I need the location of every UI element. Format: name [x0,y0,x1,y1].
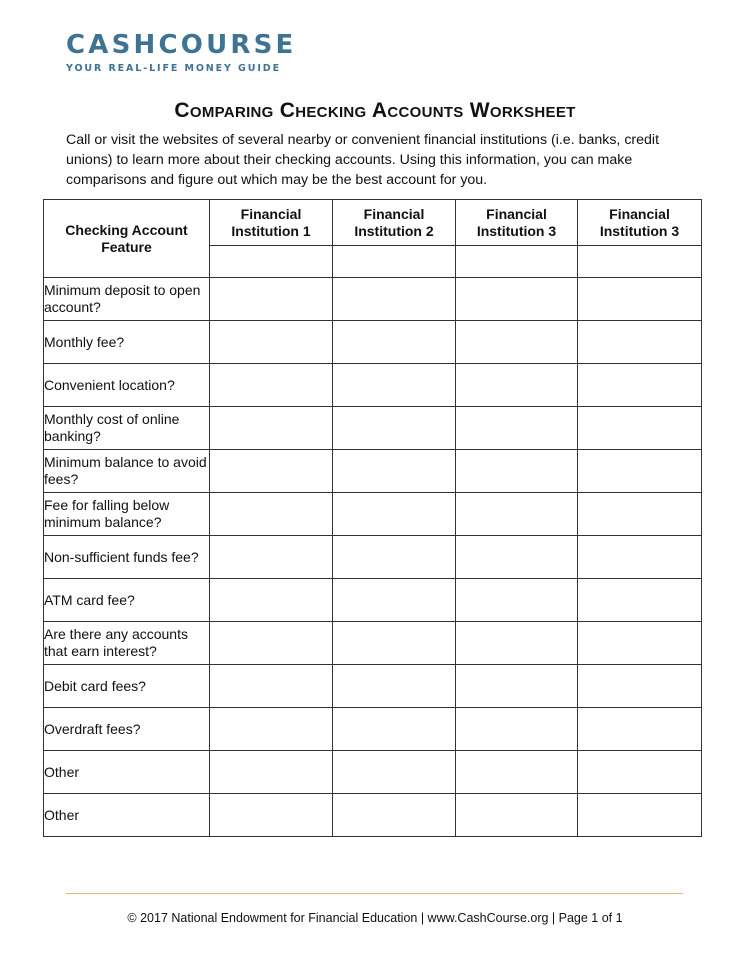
institution-name-cell-4[interactable] [578,246,702,278]
entry-cell-institution-3[interactable] [456,708,578,751]
feature-label: Non-sufficient funds fee? [44,536,210,579]
entry-cell-institution-1[interactable] [210,278,333,321]
entry-cell-institution-1[interactable] [210,665,333,708]
table-row [44,665,702,708]
page-title: Comparing Checking Accounts Worksheet [174,99,576,122]
feature-label: Monthly cost of online banking? [44,407,210,450]
entry-cell-institution-4[interactable] [578,665,702,708]
entry-cell-institution-4[interactable] [578,407,702,450]
table-row [44,407,702,450]
entry-cell-institution-3[interactable] [456,493,578,536]
table-row [44,364,702,407]
feature-label: Minimum deposit to open account? [44,278,210,321]
entry-cell-institution-1[interactable] [210,622,333,665]
table-row [44,321,702,364]
entry-cell-institution-4[interactable] [578,708,702,751]
entry-cell-institution-1[interactable] [210,364,333,407]
entry-cell-institution-4[interactable] [578,579,702,622]
institution-name-cell-2[interactable] [333,246,456,278]
entry-cell-institution-1[interactable] [210,407,333,450]
entry-cell-institution-3[interactable] [456,622,578,665]
table-row [44,450,702,493]
entry-cell-institution-2[interactable] [333,278,456,321]
entry-cell-institution-4[interactable] [578,751,702,794]
footer-text: © 2017 National Endowment for Financial Education | www.CashCourse.org | Page 1 of 1 [127,911,623,925]
feature-label: Minimum balance to avoid fees? [44,450,210,493]
table-row [44,622,702,665]
table-row [44,536,702,579]
entry-cell-institution-2[interactable] [333,751,456,794]
entry-cell-institution-2[interactable] [333,536,456,579]
entry-cell-institution-3[interactable] [456,751,578,794]
entry-cell-institution-1[interactable] [210,794,333,837]
entry-cell-institution-1[interactable] [210,536,333,579]
entry-cell-institution-2[interactable] [333,665,456,708]
table-row [44,794,702,837]
comparison-table [43,199,702,837]
entry-cell-institution-2[interactable] [333,450,456,493]
entry-cell-institution-3[interactable] [456,364,578,407]
table-row [44,579,702,622]
table-row [44,708,702,751]
entry-cell-institution-2[interactable] [333,493,456,536]
entry-cell-institution-2[interactable] [333,364,456,407]
entry-cell-institution-2[interactable] [333,708,456,751]
entry-cell-institution-3[interactable] [456,450,578,493]
entry-cell-institution-4[interactable] [578,794,702,837]
entry-cell-institution-1[interactable] [210,450,333,493]
entry-cell-institution-4[interactable] [578,450,702,493]
table-row [44,751,702,794]
logo-tagline: YOUR REAL-LIFE MONEY GUIDE [66,63,281,74]
entry-cell-institution-3[interactable] [456,278,578,321]
entry-cell-institution-1[interactable] [210,493,333,536]
institution-header-4: Financial Institution 3 [578,200,702,246]
cashcourse-logo [66,30,297,74]
entry-cell-institution-4[interactable] [578,278,702,321]
intro-paragraph: Call or visit the websites of several nearby or convenient financial institutions (i.e. banks, credit unions) to learn more about their checking accounts. Using this information, you can make comparisons and figure out which may be the best account for you. [66,132,660,188]
feature-label: Convenient location? [44,364,210,407]
entry-cell-institution-3[interactable] [456,665,578,708]
entry-cell-institution-3[interactable] [456,536,578,579]
institution-header-2: Financial Institution 2 [333,200,456,246]
institution-name-cell-1[interactable] [210,246,333,278]
feature-label: Fee for falling below minimum balance? [44,493,210,536]
institution-name-cell-3[interactable] [456,246,578,278]
entry-cell-institution-3[interactable] [456,321,578,364]
feature-label: Monthly fee? [44,321,210,364]
feature-label: Other [44,751,210,794]
entry-cell-institution-2[interactable] [333,622,456,665]
feature-label: Are there any accounts that earn interest? [44,622,210,665]
entry-cell-institution-1[interactable] [210,579,333,622]
footer-divider [66,893,683,894]
table-row [44,493,702,536]
institution-header-1: Financial Institution 1 [210,200,333,246]
entry-cell-institution-4[interactable] [578,622,702,665]
feature-column-header: Checking Account Feature [44,200,210,278]
feature-label: Other [44,794,210,837]
entry-cell-institution-1[interactable] [210,708,333,751]
entry-cell-institution-4[interactable] [578,364,702,407]
entry-cell-institution-1[interactable] [210,751,333,794]
entry-cell-institution-2[interactable] [333,321,456,364]
entry-cell-institution-1[interactable] [210,321,333,364]
institution-header-3: Financial Institution 3 [456,200,578,246]
entry-cell-institution-4[interactable] [578,493,702,536]
feature-label: Overdraft fees? [44,708,210,751]
entry-cell-institution-3[interactable] [456,407,578,450]
entry-cell-institution-2[interactable] [333,579,456,622]
entry-cell-institution-3[interactable] [456,579,578,622]
logo-wordmark: CASHCOURSE [66,30,297,60]
entry-cell-institution-4[interactable] [578,321,702,364]
entry-cell-institution-2[interactable] [333,794,456,837]
table-row [44,278,702,321]
entry-cell-institution-2[interactable] [333,407,456,450]
entry-cell-institution-3[interactable] [456,794,578,837]
feature-label: ATM card fee? [44,579,210,622]
feature-label: Debit card fees? [44,665,210,708]
entry-cell-institution-4[interactable] [578,536,702,579]
